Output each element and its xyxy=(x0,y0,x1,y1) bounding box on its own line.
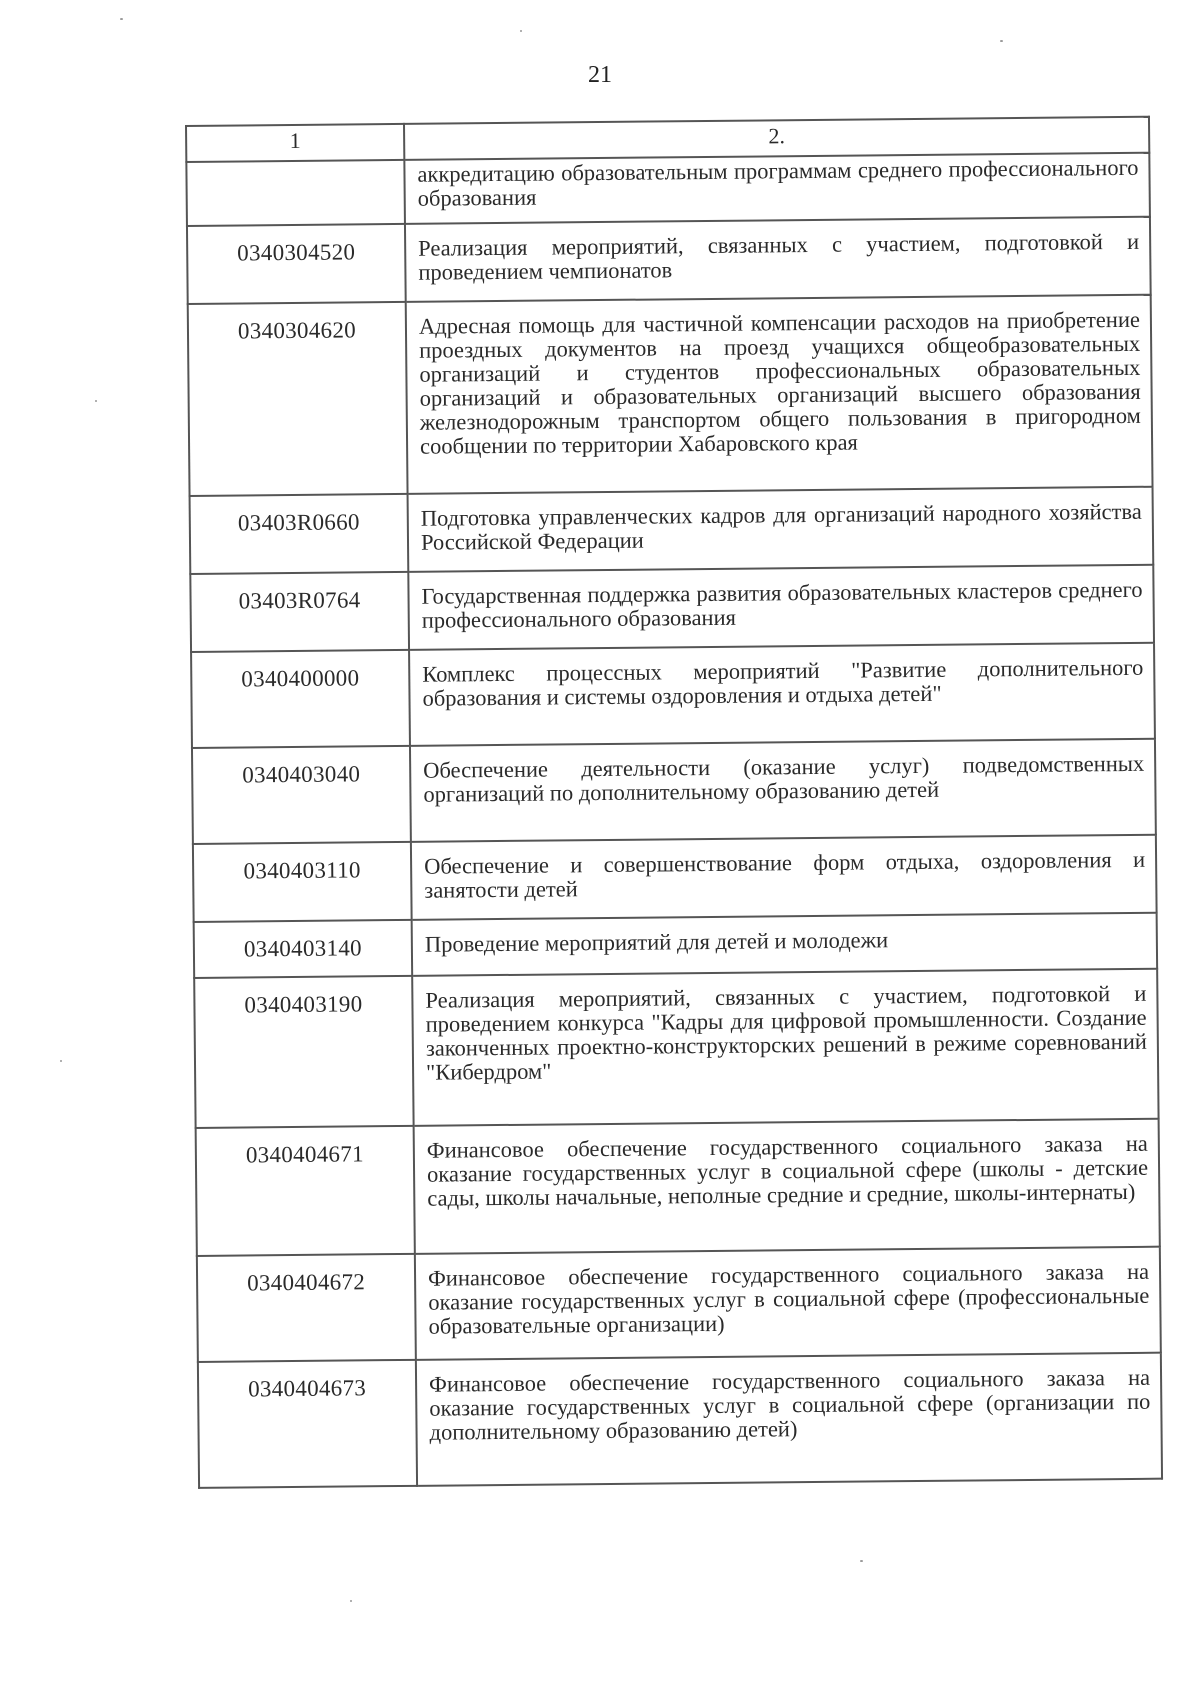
scan-speck xyxy=(1000,40,1003,42)
scan-speck xyxy=(120,18,123,20)
table-row xyxy=(193,835,1157,922)
table-row xyxy=(190,487,1154,574)
description-cell: Проведение мероприятий для детей и молодежи xyxy=(412,913,1158,976)
code-cell: 0340403190 xyxy=(194,976,413,1128)
code-cell: 0340304520 xyxy=(187,224,406,304)
table-row xyxy=(192,739,1156,844)
description-cell: Финансовое обеспечение государственного социального заказа на оказание государственных услуг в социальной сфере (школы - детские сады, школы начальные, неполные средние и средние, школы-интернаты) xyxy=(414,1119,1160,1254)
column-header-description: 2. xyxy=(404,117,1149,160)
description-cell: Финансовое обеспечение государственного социального заказа на оказание государственных услуг в социальной сфере (организации по дополнительному образованию детей) xyxy=(416,1353,1162,1486)
description-cell: аккредитацию образовательным программам среднего профессионального образования xyxy=(404,153,1150,224)
code-cell: 0340400000 xyxy=(191,650,410,748)
scan-speck xyxy=(95,400,97,402)
code-cell: 03403R0660 xyxy=(190,494,409,574)
table-row xyxy=(187,217,1151,304)
code-cell: 0340404673 xyxy=(198,1360,417,1488)
scan-speck xyxy=(60,1060,62,1062)
table-row xyxy=(196,1119,1160,1256)
code-cell xyxy=(186,160,405,226)
code-cell: 03403R0764 xyxy=(190,572,409,652)
code-cell: 0340404672 xyxy=(197,1254,416,1362)
description-cell: Реализация мероприятий, связанных с участием, подготовкой и проведением чемпионатов xyxy=(405,217,1151,302)
description-cell: Государственная поддержка развития образовательных кластеров среднего профессионального образования xyxy=(408,565,1154,650)
table-row xyxy=(186,153,1150,226)
table-row xyxy=(194,969,1158,1128)
code-cell: 0340403140 xyxy=(194,920,413,978)
description-cell: Комплекс процессных мероприятий "Развитие дополнительного образования и системы оздоровления и отдыха детей" xyxy=(409,643,1155,746)
description-cell: Адресная помощь для частичной компенсации расходов на приобретение проездных документов на проезд учащихся общеобразовательных организаций и студентов профессиональных образовательных организаций и образовательных организаций высшего образования железнодорожным транспортом общего пользования в пригородном сообщении по территории Хабаровского края xyxy=(406,295,1153,494)
description-cell: Реализация мероприятий, связанных с участием, подготовкой и проведением конкурса "Кадры для цифровой промышленности. Создание законченных проектно-конструкторских решений в режиме соревнований "Кибердром" xyxy=(412,969,1158,1126)
table-row xyxy=(190,565,1154,652)
table-row xyxy=(191,643,1155,748)
scan-speck xyxy=(350,1600,352,1602)
page-number: 21 xyxy=(588,62,612,88)
budget-code-table xyxy=(185,116,1163,1489)
scan-speck xyxy=(520,30,522,32)
code-cell: 0340404671 xyxy=(196,1126,415,1256)
table-row xyxy=(194,913,1157,978)
description-cell: Подготовка управленческих кадров для организаций народного хозяйства Российской Федерации xyxy=(408,487,1154,572)
description-cell: Обеспечение и совершенствование форм отдыха, оздоровления и занятости детей xyxy=(411,835,1157,920)
code-cell: 0340403110 xyxy=(193,842,412,922)
table-row xyxy=(198,1353,1162,1488)
table-row xyxy=(188,295,1153,496)
description-cell: Финансовое обеспечение государственного социального заказа на оказание государственных услуг в социальной сфере (профессиональные образовательные организации) xyxy=(415,1247,1161,1360)
scan-speck xyxy=(860,1560,863,1562)
column-header-code: 1 xyxy=(186,124,404,162)
code-cell: 0340403040 xyxy=(192,746,411,844)
table-row xyxy=(197,1247,1161,1362)
code-cell: 0340304620 xyxy=(188,302,408,496)
description-cell: Обеспечение деятельности (оказание услуг) подведомственных организаций по дополнительному образованию детей xyxy=(410,739,1156,842)
